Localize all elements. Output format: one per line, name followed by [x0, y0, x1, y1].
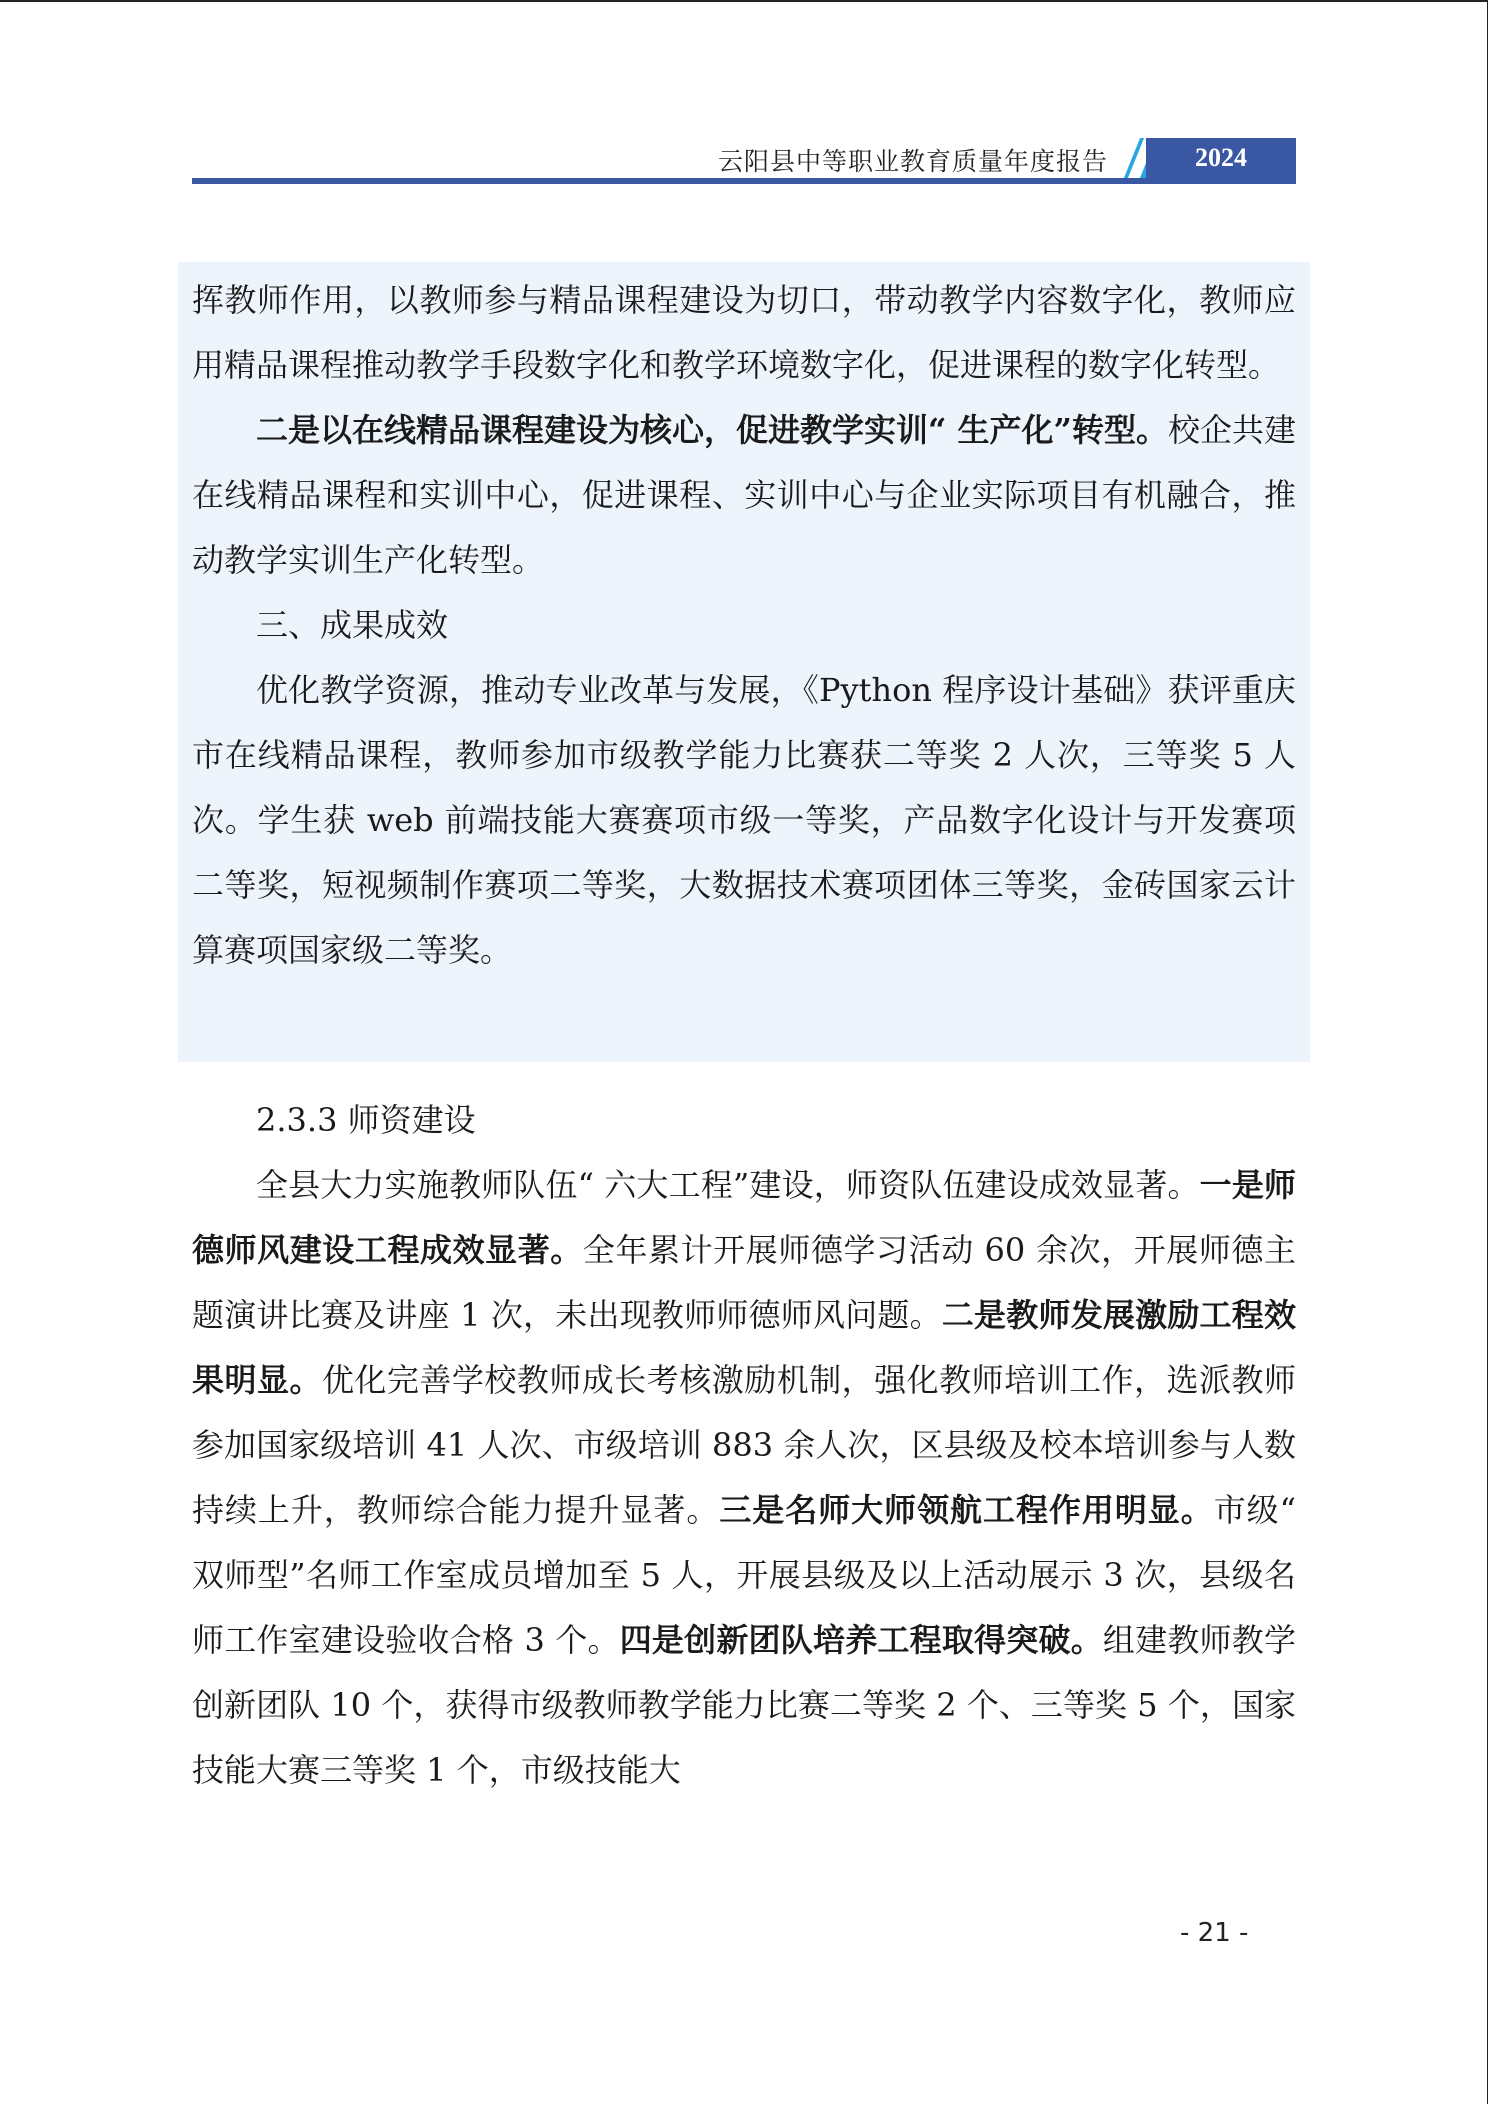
paragraph-results: 优化教学资源，推动专业改革与发展，《Python 程序设计基础》获评重庆市在线精品课程，教师参加市级教学能力比赛获二等奖 2 人次，三等奖 5 人次。学生获 web 前端技能大赛赛项市级一等奖，产品数字化设计与开发赛项二等奖，短视频制作赛项二等奖，大数据技术赛项团体三等奖，金砖国家云计算赛项国家级二等奖。: [192, 671, 1296, 969]
section-text-4: 组建教师教学创新团队 10 个，获得市级教师教学能力比赛二等奖 2 个、三等奖 5 个，国家技能大赛三等奖 1 个，市级技能大: [192, 1621, 1296, 1789]
section-intro: 全县大力实施教师队伍“ 六大工程”建设，师资队伍建设成效显著。: [256, 1166, 1200, 1204]
header-title: 云阳县中等职业教育质量年度报告: [717, 147, 1108, 176]
highlight-box-content: [192, 268, 1296, 983]
section-heading: 2.3.3 师资建设: [256, 1101, 476, 1139]
page-number: - 21 -: [1180, 1918, 1249, 1948]
header-year-badge: 2024: [1146, 138, 1296, 178]
paragraph-continued: 挥教师作用，以教师参与精品课程建设为切口，带动教学内容数字化，教师应用精品课程推动教学手段数字化和教学环境数字化，促进课程的数字化转型。: [192, 281, 1296, 384]
paragraph-text: 校企共建在线精品课程和实训中心，促进课程、实训中心与企业实际项目有机融合，推动教学实训生产化转型。: [192, 411, 1296, 579]
subheading-results: 三、成果成效: [256, 606, 449, 644]
bold-lead: 二是以在线精品课程建设为核心，促进教学实训“ 生产化”转型。: [256, 411, 1168, 449]
section-paragraph: [192, 1153, 1296, 1803]
paragraph-second-point: [192, 398, 1296, 593]
header-underline: [192, 178, 1296, 184]
bold-lead-4: 四是创新团队培养工程取得突破。: [619, 1621, 1103, 1659]
page-header: [192, 136, 1296, 184]
section-text-3: 市级“ 双师型”名师工作室成员增加至 5 人，开展县级及以上活动展示 3 次，县级名师工作室建设验收合格 3 个。: [192, 1491, 1296, 1659]
bold-lead-1: 一是师德师风建设工程成效显著。: [192, 1166, 1296, 1269]
main-section: [192, 1088, 1296, 1803]
bold-lead-3: 三是名师大师领航工程作用明显。: [719, 1491, 1214, 1529]
page-top-border: [0, 0, 1488, 2]
section-text-2: 优化完善学校教师成长考核激励机制，强化教师培训工作，选派教师参加国家级培训 41 人次、市级培训 883 余人次，区县级及校本培训参与人数持续上升，教师综合能力提升显著。: [192, 1361, 1296, 1529]
bold-lead-2: 二是教师发展激励工程效果明显。: [192, 1296, 1296, 1399]
section-text-1: 全年累计开展师德学习活动 60 余次，开展师德主题演讲比赛及讲座 1 次，未出现教师师德师风问题。: [192, 1231, 1296, 1334]
